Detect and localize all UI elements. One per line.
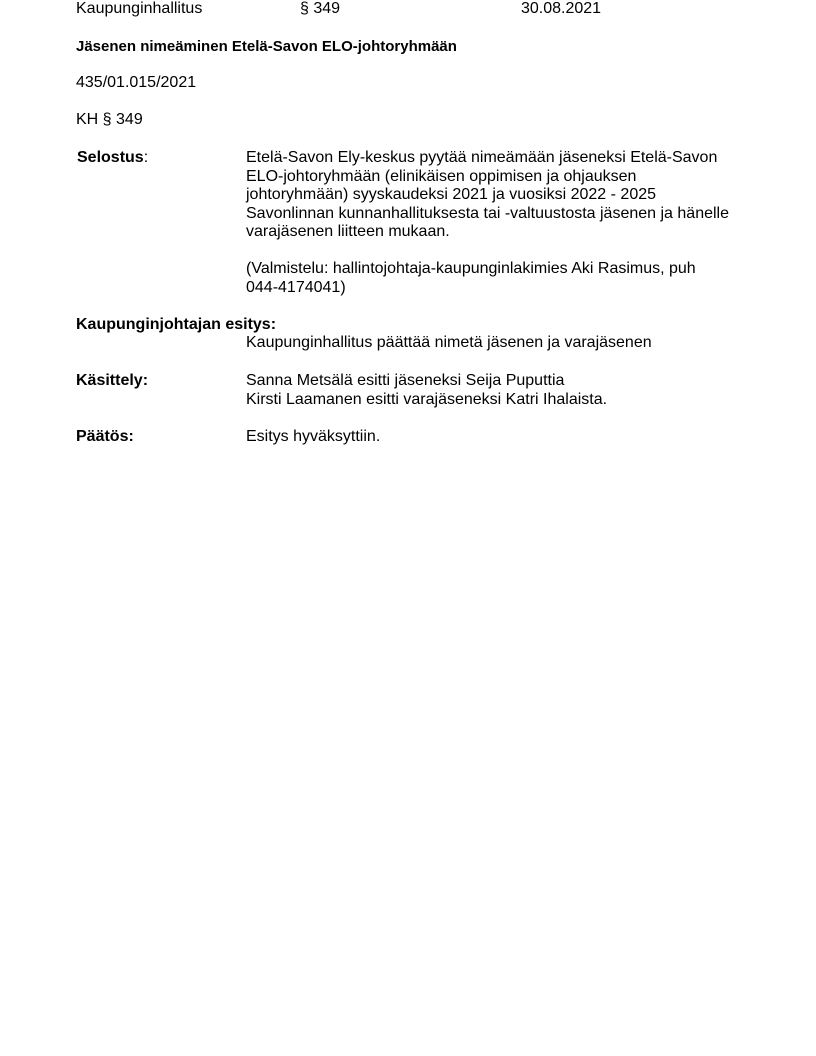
- preparer-line: 044-4174041): [246, 278, 346, 296]
- selostus-colon: :: [143, 149, 149, 166]
- kasittely-line: Sanna Metsälä esitti jäseneksi Seija Puputtia: [246, 372, 565, 389]
- paatos-label: Päätös:: [76, 428, 134, 445]
- paatos-line: Esitys hyväksyttiin.: [246, 428, 381, 445]
- proposal-line: Kaupunginhallitus päättää nimetä jäsenen ja varajäsenen: [246, 334, 652, 351]
- proposal-label: Kaupunginjohtajan esitys:: [76, 316, 277, 333]
- kh-reference: KH § 349: [76, 111, 143, 128]
- header-body: Kaupunginhallitus: [76, 0, 203, 17]
- selostus-line: ELO-johtoryhmään (elinikäisen oppimisen ja ohjauksen: [246, 167, 637, 185]
- kasittely-body: [246, 372, 746, 409]
- selostus-line: Etelä-Savon Ely-keskus pyytää nimeämään jäseneksi Etelä-Savon: [246, 149, 718, 166]
- preparer-note: [246, 260, 746, 297]
- header-section: § 349: [300, 0, 341, 17]
- selostus-label-text: Selostus: [77, 149, 144, 166]
- selostus-line: Savonlinnan kunnanhallituksesta tai -valtuustosta jäsenen ja hänelle: [246, 204, 729, 222]
- kasittely-label: Käsittely:: [76, 372, 149, 389]
- selostus-line: varajäsenen liitteen mukaan.: [246, 223, 450, 240]
- paatos-body: [246, 428, 746, 447]
- diary-number: 435/01.015/2021: [76, 74, 197, 91]
- kasittely-line: Kirsti Laamanen esitti varajäseneksi Katri Ihalaista.: [246, 390, 608, 408]
- header-date: 30.08.2021: [521, 0, 602, 17]
- document-title: Jäsenen nimeäminen Etelä-Savon ELO-johtoryhmään: [76, 38, 457, 55]
- proposal-text: [246, 334, 746, 353]
- selostus-body: [246, 149, 746, 242]
- selostus-line: johtoryhmään) syyskaudeksi 2021 ja vuosiksi 2022 - 2025: [246, 186, 657, 203]
- selostus-label: [77, 149, 148, 168]
- preparer-line: (Valmistelu: hallintojohtaja-kaupunginlakimies Aki Rasimus, puh: [246, 260, 696, 277]
